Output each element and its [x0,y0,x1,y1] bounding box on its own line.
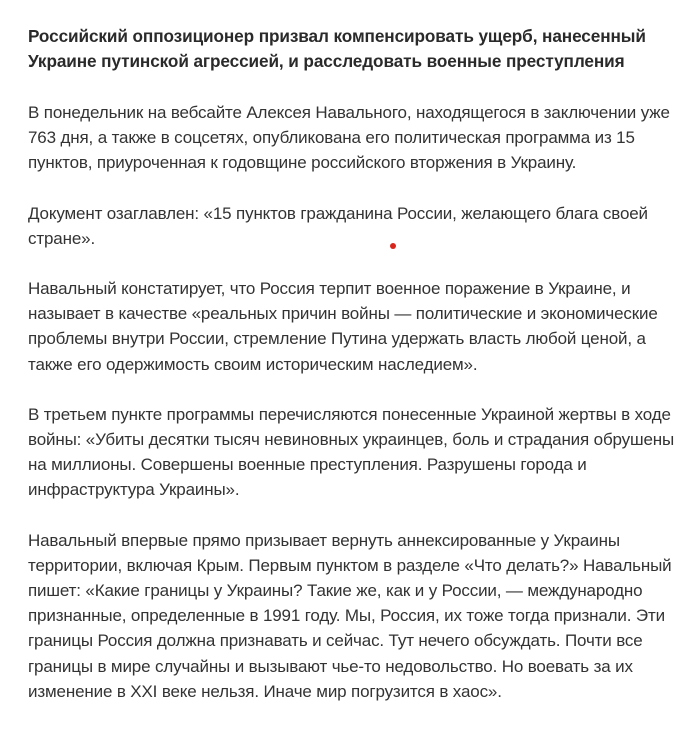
article-paragraph-3: Навальный констатирует, что Россия терпит военное поражение в Украине, и называет в качестве «реальных причин войны — политические и экономические проблемы внутри России, стремление Путина удержать власть любой ценой, а также его одержимость своим историческим наследием». [28,279,658,374]
article-headline: Российский оппозиционер призвал компенсировать ущерб, нанесенный Украине путинской агрессией, и расследовать военные преступления [28,26,646,71]
red-marker-dot [390,243,396,249]
article [28,24,678,729]
article-paragraph-4: В третьем пункте программы перечисляются понесенные Украиной жертвы в ходе войны: «Убиты десятки тысяч невиновных украинцев, боль и страдания обрушены на миллионы. Совершены военные преступления. Разрушены города и инфраструктура Украины». [28,404,675,500]
article-paragraph-1: В понедельник на вебсайте Алексея Навального, находящегося в заключении уже 763 дня, а также в соцсетях, опубликована его политическая программа из 15 пунктов, приуроченная к годовщине российского вторжения в Украину. [28,103,670,173]
article-paragraph-5: Навальный впервые прямо призывает вернуть аннексированные у Украины территории, включая Крым. Первым пунктом в разделе «Что делать?» Навальный пишет: «Какие границы у Украины? Такие же, как и у России, — международно признанные, определенные в 1991 году. Мы, Россия, их тоже тогда признали. Эти границы Россия должна признавать и сейчас. Тут нечего обсуждать. Почти все границы в мире случайны и вызывают чье-то недовольство. Но воевать за их изменение в XXI веке нельзя. Иначе мир погрузится в хаос». [28,530,672,701]
article-paragraph-2: Документ озаглавлен: «15 пунктов гражданина России, желающего блага своей стране». [28,203,648,248]
